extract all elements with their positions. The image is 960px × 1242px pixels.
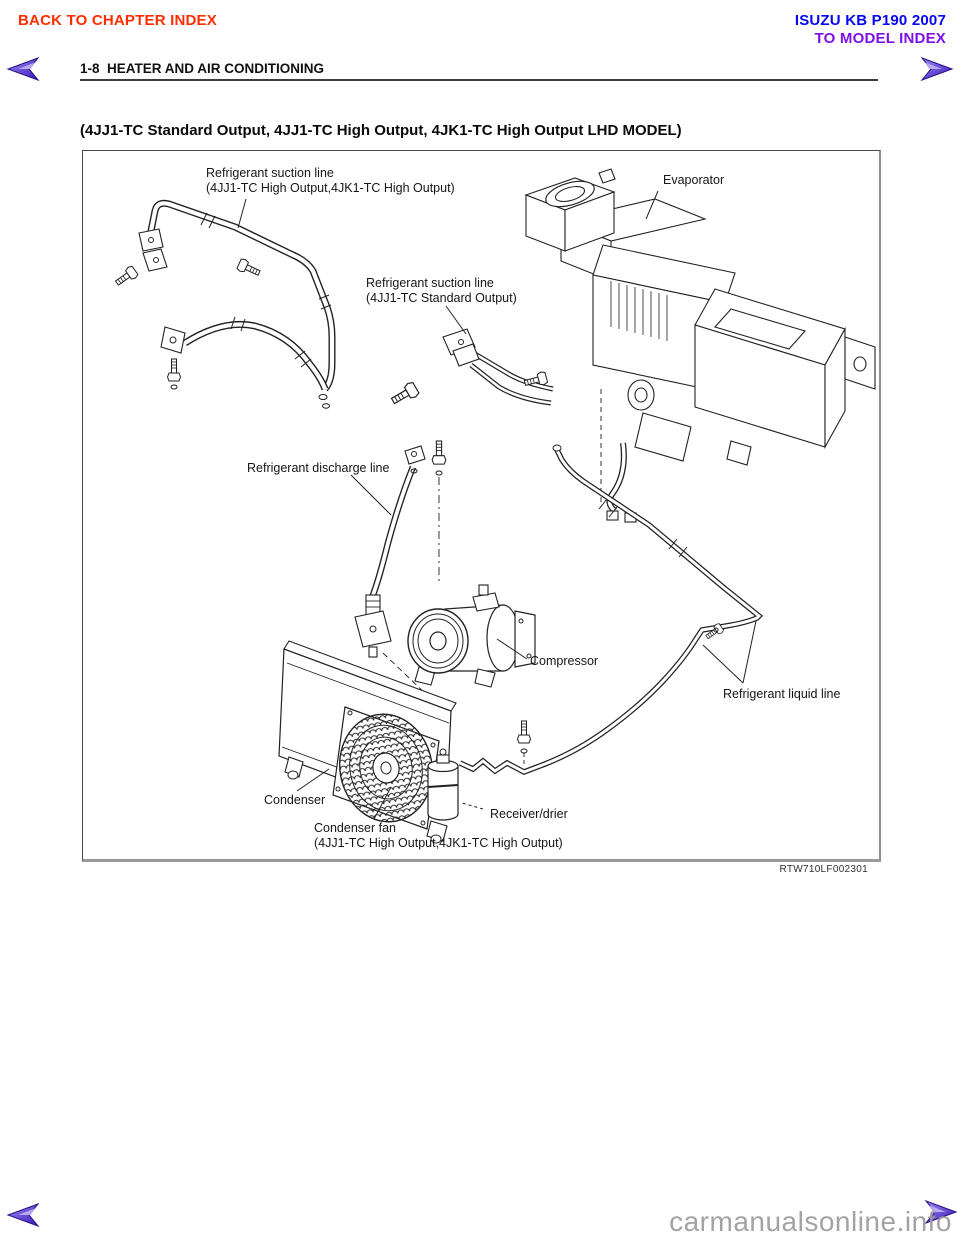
- to-model-index-link[interactable]: TO MODEL INDEX: [814, 30, 946, 47]
- label-compressor: Compressor: [530, 654, 599, 668]
- label-suction-line-std: Refrigerant suction line (4JJ1-TC Standard Output): [366, 276, 517, 305]
- label-condenser-fan: Condenser fan (4JJ1-TC High Output,4JK1-TC High Output): [314, 821, 563, 850]
- figure-frame: [82, 150, 881, 862]
- header-rule: [80, 79, 878, 81]
- figure-title: (4JJ1-TC Standard Output, 4JJ1-TC High Output, 4JK1-TC High Output LHD MODEL): [80, 122, 682, 139]
- back-to-chapter-index-link[interactable]: BACK TO CHAPTER INDEX: [18, 12, 217, 29]
- watermark: carmanualsonline.info: [669, 1206, 952, 1237]
- suction-line-high-drawing: [113, 203, 332, 408]
- next-page-arrow-icon[interactable]: [920, 55, 954, 83]
- label-suction-line-high: Refrigerant suction line (4JJ1-TC High Output,4JK1-TC High Output): [206, 166, 455, 195]
- figure-code: RTW710LF002301: [779, 864, 868, 875]
- prev-page-arrow-icon[interactable]: [6, 55, 40, 83]
- section-header: 1-8 HEATER AND AIR CONDITIONING: [80, 61, 325, 76]
- compressor-drawing: [408, 585, 535, 687]
- label-liquid-line: Refrigerant liquid line: [723, 687, 841, 701]
- label-discharge-line: Refrigerant discharge line: [247, 461, 390, 475]
- label-receiver-drier: Receiver/drier: [490, 807, 568, 821]
- evaporator-unit-drawing: [526, 169, 875, 522]
- suction-line-std-drawing: [389, 329, 553, 408]
- label-condenser: Condenser: [264, 793, 326, 807]
- model-title-link[interactable]: ISUZU KB P190 2007: [794, 12, 946, 29]
- suction-hose-drawing: [161, 317, 325, 389]
- ac-system-diagram: [83, 151, 879, 859]
- prev-page-arrow-bottom-icon[interactable]: [6, 1201, 40, 1229]
- label-evaporator: Evaporator: [663, 173, 725, 187]
